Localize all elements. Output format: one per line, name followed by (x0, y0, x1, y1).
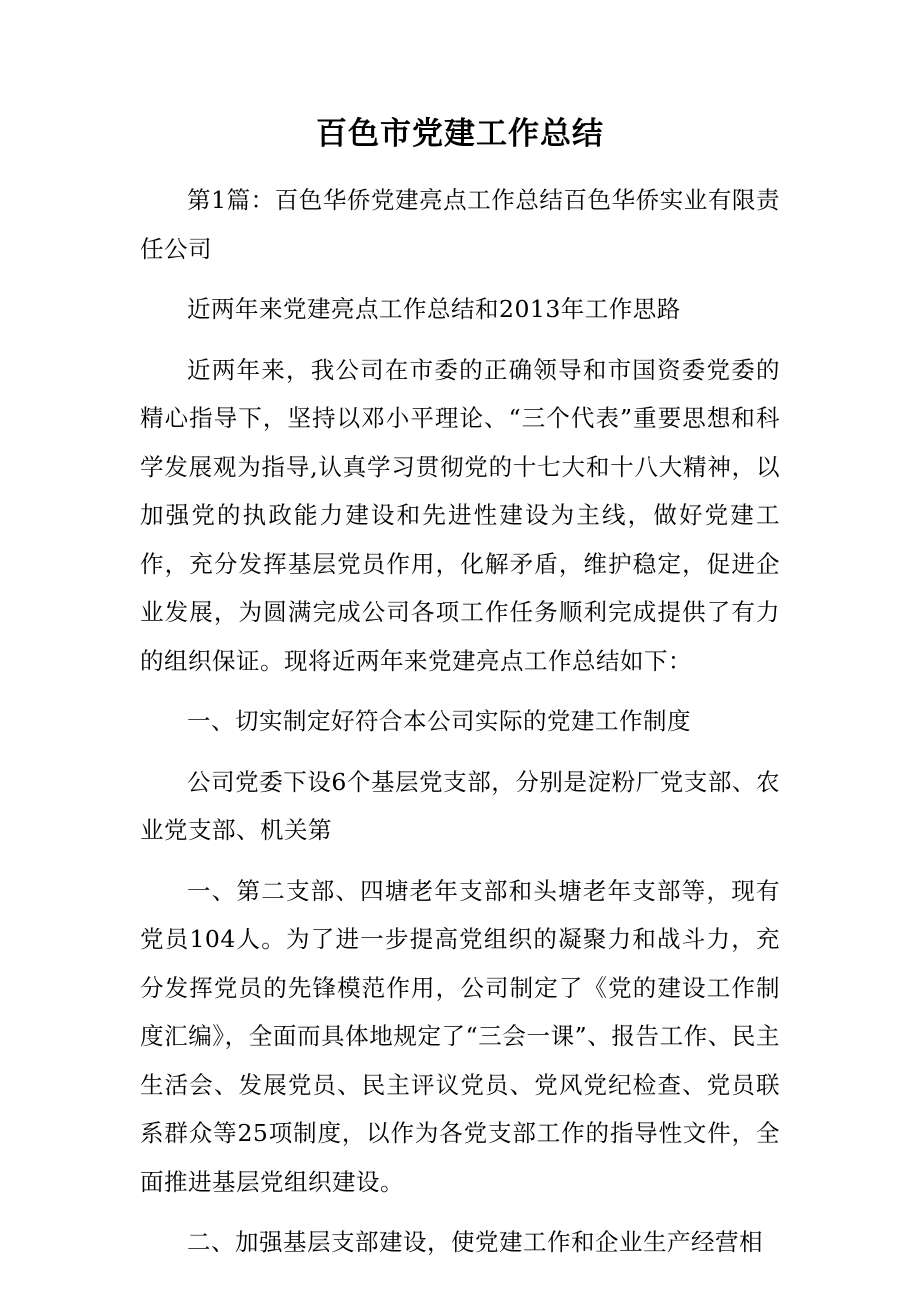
section-heading-one: 一、切实制定好符合本公司实际的党建工作制度 (187, 707, 691, 735)
section-heading-two: 二、加强基层支部建设，使党建工作和企业生产经营相 (187, 1228, 763, 1256)
paragraph-branches: 公司党委下设6个基层党支部，分别是淀粉厂党支部、农业党支部、机关第 (140, 767, 780, 844)
paragraph-introduction: 近两年来，我公司在市委的正确领导和市国资委党委的精心指导下，坚持以邓小平理论、“三个代表”重要思想和科学发展观为指导,认真学习贯彻党的十七大和十八大精神，以加强党的执政能力建设和先进性建设为主线，做好党建工作，充分发挥基层党员作用，化解矛盾，维护稳定，促进企业发展，为圆满完成公司各项工作任务顺利完成提供了有力的组织保证。现将近两年来党建亮点工作总结如下： (140, 355, 780, 675)
paragraph-subtitle: 近两年来党建亮点工作总结和2013年工作思路 (187, 295, 681, 323)
document-title: 百色市党建工作总结 (316, 116, 604, 152)
paragraph-article-heading: 第1篇：百色华侨党建亮点工作总结百色华侨实业有限责任公司 (140, 186, 780, 263)
paragraph-regulations: 一、第二支部、四塘老年支部和头塘老年支部等，现有党员104人。为了进一步提高党组织的凝聚力和战斗力，充分发挥党员的先锋模范作用，公司制定了《党的建设工作制度汇编》，全面而具体地规定了“三会一课”、报告工作、民主生活会、发展党员、民主评议党员、党风党纪检查、党员联系群众等25项制度，以作为各党支部工作的指导性文件，全面推进基层党组织建设。 (140, 876, 780, 1196)
